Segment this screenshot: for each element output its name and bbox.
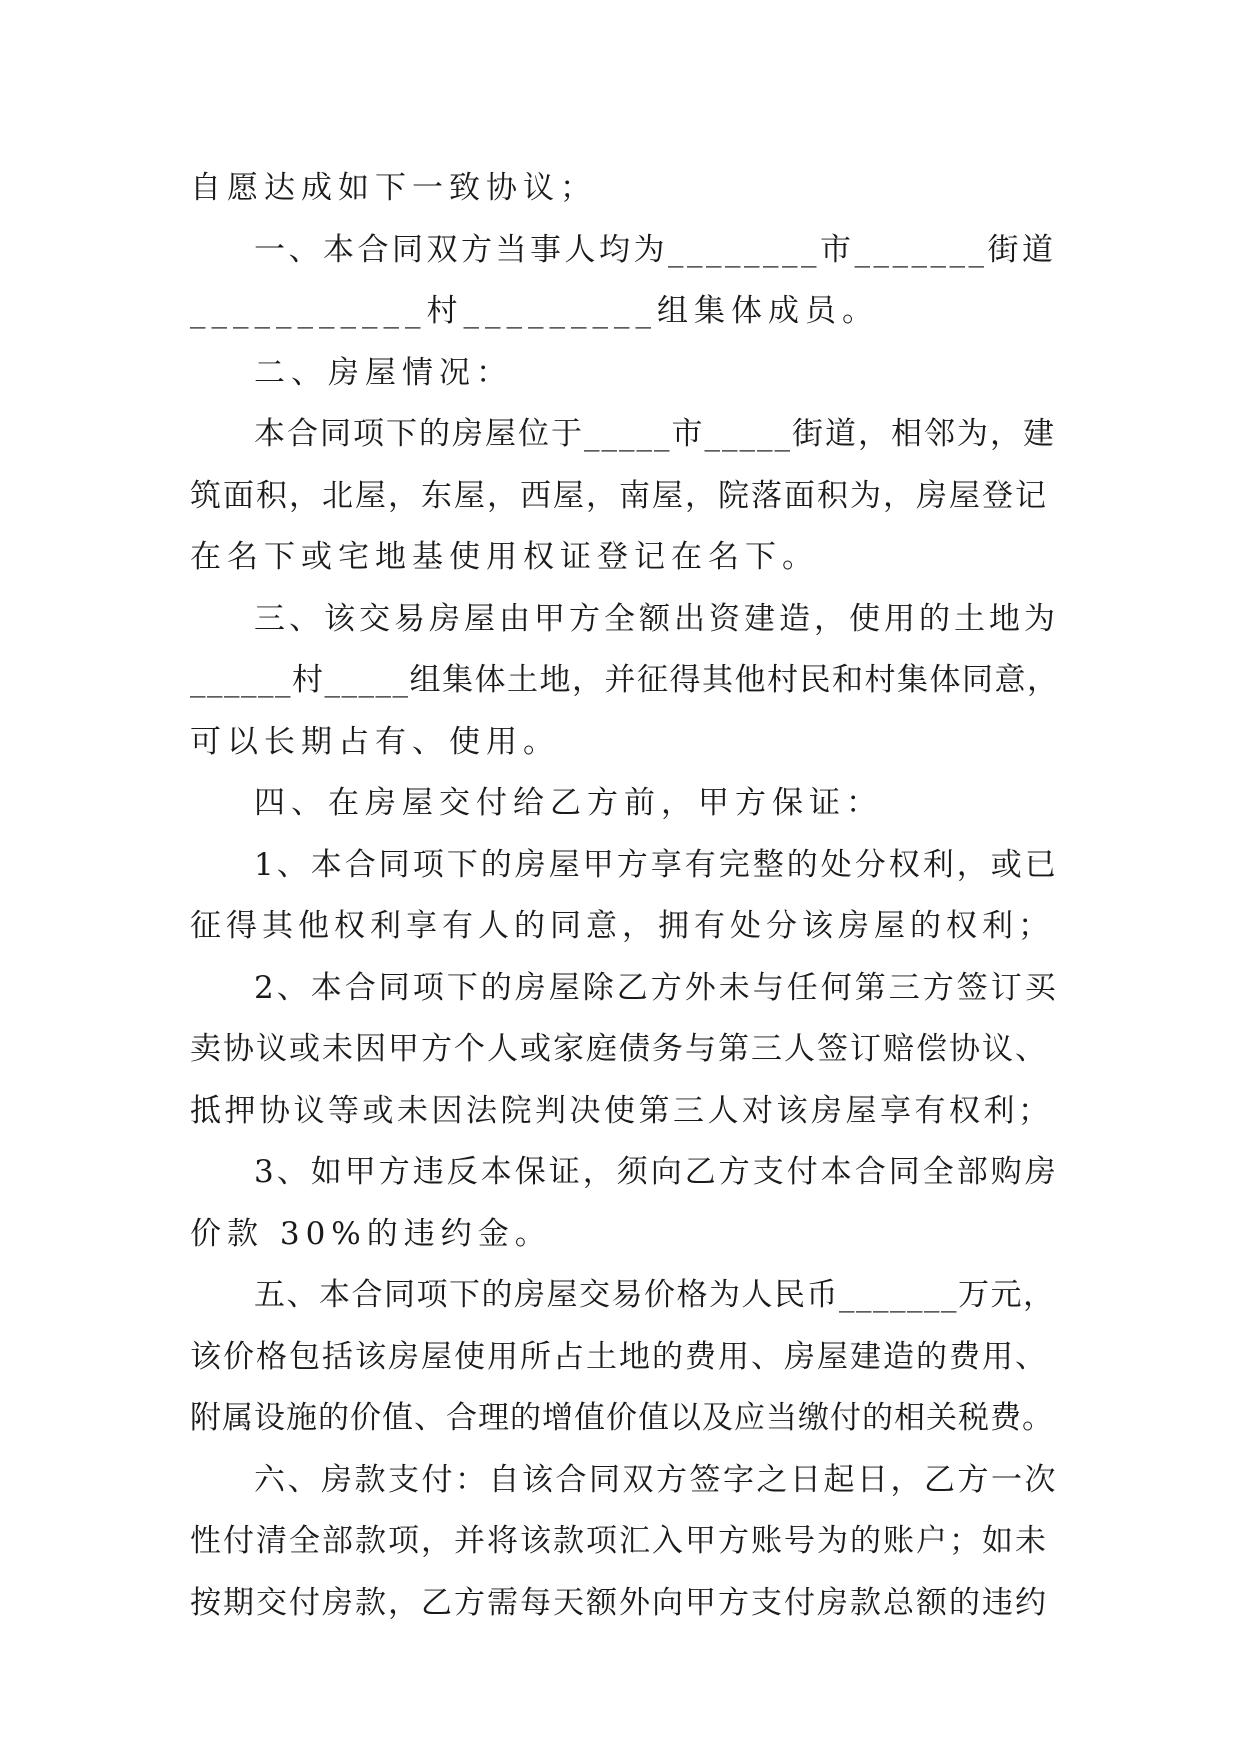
text-line: 六、房款支付：自该合同双方签字之日起日，乙方一次 — [254, 1461, 1058, 1498]
document-body — [190, 158, 1060, 1634]
text-line: 在名下或宅地基使用权证登记在名下。 — [190, 539, 819, 575]
text-line: 价款 30%的违约金。 — [190, 1215, 552, 1252]
text-line: 卖协议或未因甲方个人或家庭债务与第三人签订赔偿协议、 — [190, 1031, 1048, 1067]
text-line: 2、本合同项下的房屋除乙方外未与任何第三方签订买 — [254, 969, 1059, 1006]
text-line: 自愿达成如下一致协议； — [190, 170, 597, 206]
text-line: ___________村_________组集体成员。 — [190, 293, 879, 329]
text-line: 征得其他权利享有人的同意，拥有处分该房屋的权利； — [190, 908, 1054, 944]
text-line: 五、本合同项下的房屋交易价格为人民币_______万元， — [254, 1277, 1056, 1313]
section-heading: 二、房屋情况： — [254, 354, 513, 391]
text-line: 本合同项下的房屋位于_____市_____街道，相邻为，建 — [254, 416, 1056, 452]
text-line: 该价格包括该房屋使用所占土地的费用、房屋建造的费用、 — [190, 1338, 1048, 1375]
text-line: 一、本合同双方当事人均为________市_______街道 — [254, 231, 1057, 268]
text-line: 抵押协议等或未因法院判决使第三人对该房屋享有权利； — [190, 1092, 1053, 1129]
text-line: 3、如甲方违反本保证，须向乙方支付本合同全部购房 — [254, 1154, 1059, 1190]
text-line: 附属设施的价值、合理的增值价值以及应当缴付的相关税费。 — [190, 1400, 1054, 1436]
text-line: 三、该交易房屋由甲方全额出资建造，使用的土地为 — [254, 600, 1059, 637]
text-line: 可以长期占有、使用。 — [190, 723, 560, 760]
text-line: 按期交付房款，乙方需每天额外向甲方支付房款总额的违约 — [190, 1584, 1048, 1621]
text-line: 1、本合同项下的房屋甲方享有完整的处分权利，或已 — [254, 846, 1059, 883]
text-line: 性付清全部款项，并将该款项汇入甲方账号为的账户；如未 — [190, 1523, 1048, 1559]
section-heading: 四、在房屋交付给乙方前，甲方保证： — [254, 785, 883, 821]
text-line: ______村_____组集体土地，并征得其他村民和村集体同意， — [190, 662, 1060, 698]
text-line: 筑面积，北屋，东屋，西屋，南屋，院落面积为，房屋登记 — [190, 477, 1048, 514]
